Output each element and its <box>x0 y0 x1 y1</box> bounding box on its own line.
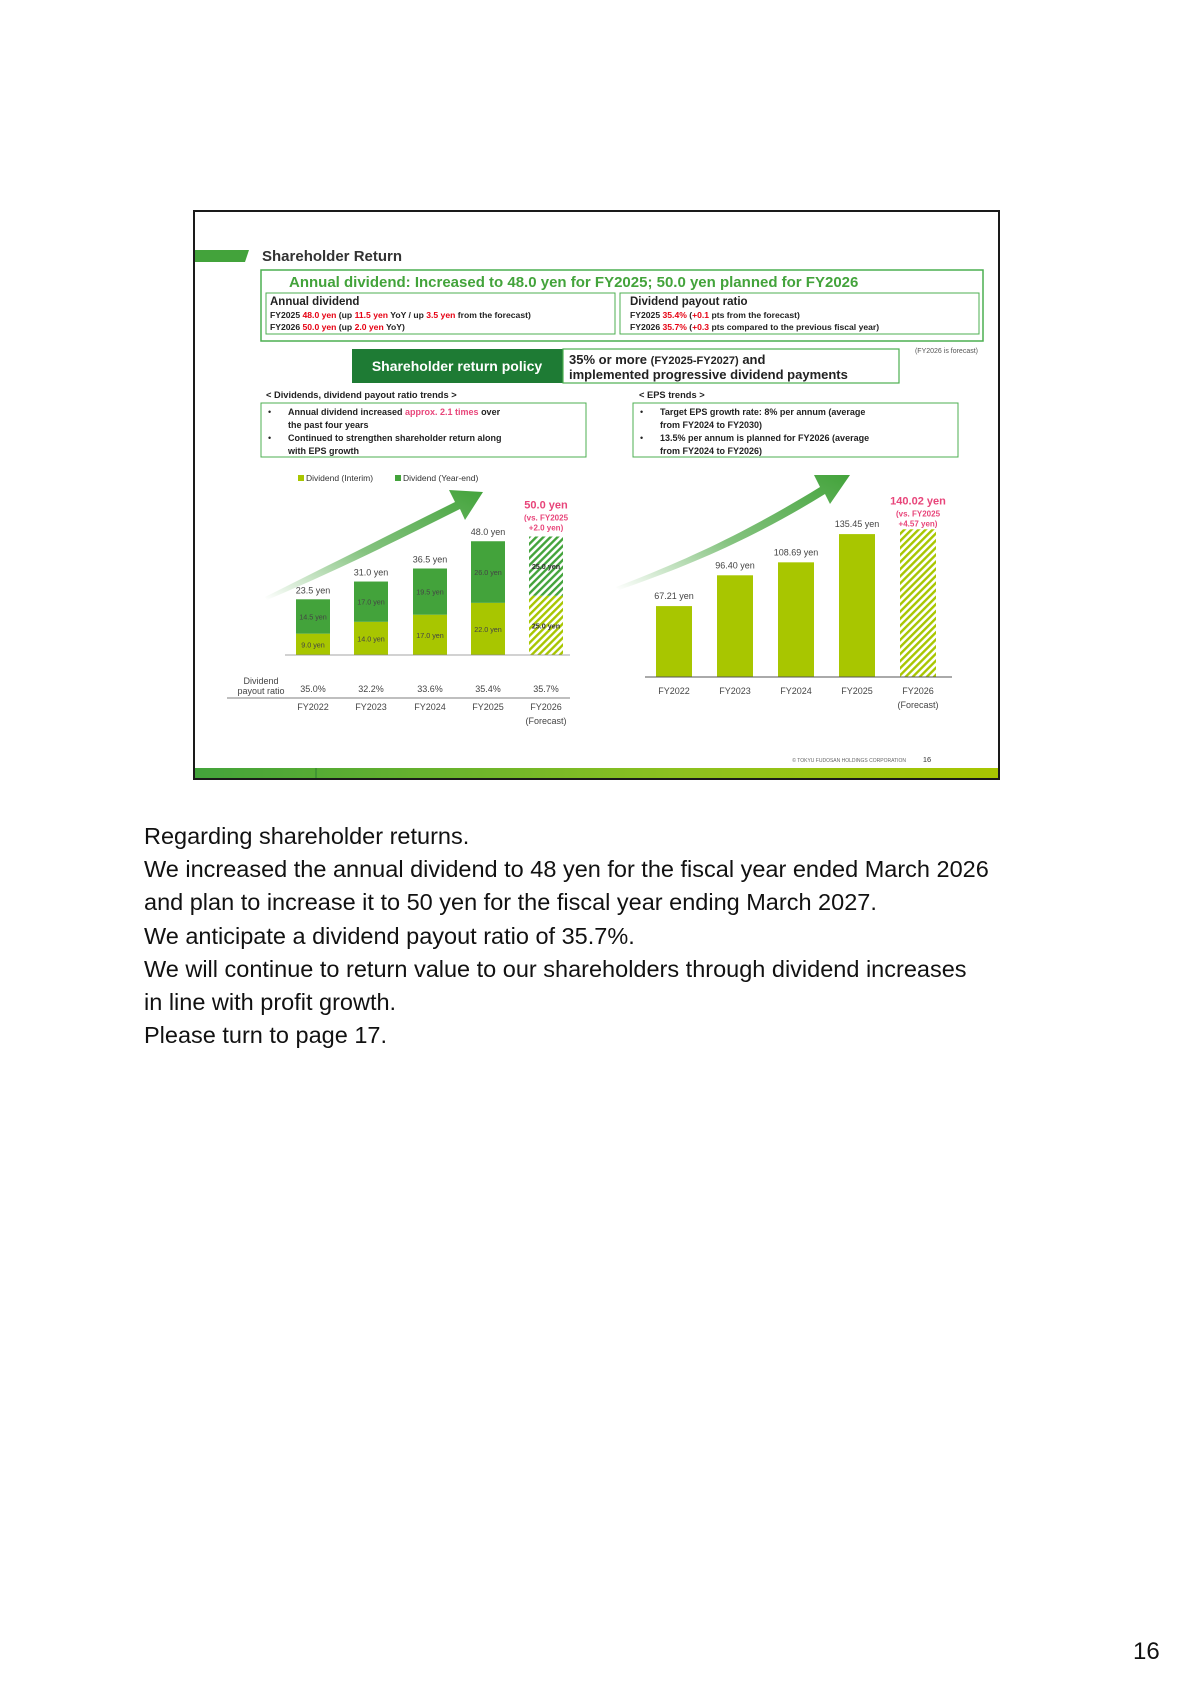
dividend-total-label: 31.0 yen <box>353 567 389 578</box>
page-number: 16 <box>1133 1638 1160 1665</box>
eps-value-label: 67.21 yen <box>654 591 694 602</box>
eps-growth-arrow <box>616 475 850 590</box>
payout-ratio-label: Dividend payout ratio <box>630 296 748 308</box>
narration-line: We increased the annual dividend to 48 yen for the fiscal year ended March 2026 <box>144 856 989 883</box>
forecast-note: (FY2026 is forecast) <box>914 348 978 355</box>
dividend-total-label: 36.5 yen <box>412 554 448 565</box>
headline-text: Annual dividend: Increased to 48.0 yen for FY2025; 50.0 yen planned for FY2026 <box>289 274 859 291</box>
payout-ratio-value: 35.0% <box>300 684 326 694</box>
dividend-trends-heading: < Dividends, dividend payout ratio trends > <box>266 390 457 400</box>
slide-canvas <box>195 212 1000 780</box>
dividend-forecast-total: 50.0 yen <box>524 499 568 512</box>
eps-bullet-2b: from FY2024 to FY2026) <box>660 446 763 456</box>
dividend-total-label: 48.0 yen <box>470 527 506 538</box>
policy-label: Shareholder return policy <box>371 358 543 374</box>
eps-bullet-1b: from FY2024 to FY2030) <box>660 420 763 430</box>
narration-line: We will continue to return value to our shareholders through dividend increases <box>144 955 967 982</box>
dividend-label-interim: 17.0 yen <box>416 630 444 640</box>
dividend-category-label: FY2022 <box>297 702 329 712</box>
eps-bullet-1a: Target EPS growth rate: 8% per annum (average <box>660 407 866 417</box>
eps-category-label: FY2024 <box>780 686 812 696</box>
eps-bar <box>656 606 692 677</box>
legend-swatch-interim <box>298 475 304 481</box>
dividend-total-label: 23.5 yen <box>295 585 331 596</box>
copyright: © TOKYU FUDOSAN HOLDINGS CORPORATION <box>792 758 906 764</box>
eps-chart <box>645 495 952 710</box>
annual-dividend-line2: FY2026 50.0 yen (up 2.0 yen YoY) <box>270 322 405 332</box>
dividend-bullet-2b: with EPS growth <box>288 446 359 456</box>
eps-category-label: FY2025 <box>841 686 873 696</box>
legend-yearend: Dividend (Year-end) <box>403 473 479 483</box>
dividend-label-yearend: 19.5 yen <box>416 587 444 597</box>
eps-category-sublabel: (Forecast) <box>897 700 939 710</box>
eps-value-label: 135.45 yen <box>834 519 880 530</box>
dividend-bullet-1b: the past four years <box>288 420 369 430</box>
eps-bar <box>717 575 753 677</box>
eps-bullet-2a: 13.5% per annum is planned for FY2026 (average <box>660 433 870 443</box>
bullet-dot: • <box>268 433 272 443</box>
eps-category-label: FY2026 <box>902 686 934 696</box>
dividend-label-interim: 25.0 yen <box>531 621 561 631</box>
dividend-label-yearend: 25.0 yen <box>531 562 561 572</box>
slide-title: Shareholder Return <box>262 248 403 265</box>
eps-forecast-total: 140.02 yen <box>890 495 946 508</box>
dividend-bullet-2a: Continued to strengthen shareholder return along <box>288 433 502 443</box>
eps-bar <box>900 529 936 677</box>
payout-ratio-value: 32.2% <box>358 684 384 694</box>
dividend-label-interim: 9.0 yen <box>301 640 325 650</box>
dividend-label-yearend: 26.0 yen <box>474 568 502 578</box>
eps-bar <box>778 562 814 677</box>
narration-line: Regarding shareholder returns. <box>144 823 470 849</box>
payout-ratio-value: 35.7% <box>533 684 559 694</box>
annual-dividend-line1: FY2025 48.0 yen (up 11.5 yen YoY / up 3.5 yen from the forecast) <box>270 310 531 320</box>
presentation-slide <box>193 210 1000 780</box>
dividend-label-yearend: 14.5 yen <box>299 612 327 622</box>
payout-ratio-line1: FY2025 35.4% (+0.1 pts from the forecast) <box>630 310 800 320</box>
narration <box>144 820 1064 1052</box>
narration-line: We anticipate a dividend payout ratio of 35.7%. <box>144 922 635 949</box>
payout-ratio-row-label: payout ratio <box>237 686 285 696</box>
dividend-category-label: FY2026 <box>530 702 562 712</box>
policy-text-line1: 35% or more (FY2025-FY2027) and <box>569 352 766 367</box>
payout-ratio-line2: FY2026 35.7% (+0.3 pts compared to the previous fiscal year) <box>630 322 880 332</box>
bullet-dot: • <box>640 433 644 443</box>
narration-line: and plan to increase it to 50 yen for the fiscal year ending March 2027. <box>144 889 877 916</box>
dividend-category-label: FY2025 <box>472 702 504 712</box>
dividend-category-label: FY2023 <box>355 702 387 712</box>
eps-forecast-note: +4.57 yen) <box>898 519 938 529</box>
dividend-category-label: FY2024 <box>414 702 446 712</box>
bullet-dot: • <box>268 407 272 417</box>
dividend-label-interim: 14.0 yen <box>357 634 385 644</box>
legend-interim: Dividend (Interim) <box>306 473 374 483</box>
eps-value-label: 96.40 yen <box>715 560 755 571</box>
narration-line: Please turn to page 17. <box>144 1022 388 1049</box>
dividend-forecast-note: +2.0 yen) <box>528 523 564 533</box>
dividend-bullet-1a: Annual dividend increased approx. 2.1 times over <box>288 407 501 417</box>
eps-category-label: FY2023 <box>719 686 751 696</box>
legend-swatch-yearend <box>395 475 401 481</box>
dividend-label-yearend: 17.0 yen <box>357 597 385 607</box>
payout-ratio-row-label: Dividend <box>243 676 279 686</box>
eps-bar <box>839 534 875 677</box>
policy-text-line2: implemented progressive dividend payments <box>569 367 848 382</box>
payout-ratio-value: 33.6% <box>417 684 443 694</box>
narration-line: in line with profit growth. <box>144 989 397 1016</box>
eps-forecast-note: (vs. FY2025 <box>895 509 941 519</box>
annual-dividend-label: Annual dividend <box>270 296 360 308</box>
dividend-forecast-note: (vs. FY2025 <box>523 513 569 523</box>
eps-category-label: FY2022 <box>658 686 690 696</box>
eps-value-label: 108.69 yen <box>773 547 819 558</box>
slide-number: 16 <box>922 755 932 764</box>
eps-trends-heading: < EPS trends > <box>639 390 705 400</box>
bullet-dot: • <box>640 407 644 417</box>
dividend-category-sublabel: (Forecast) <box>525 716 567 726</box>
payout-ratio-value: 35.4% <box>475 684 501 694</box>
dividend-label-interim: 22.0 yen <box>474 624 502 634</box>
title-accent-bar <box>195 250 249 262</box>
